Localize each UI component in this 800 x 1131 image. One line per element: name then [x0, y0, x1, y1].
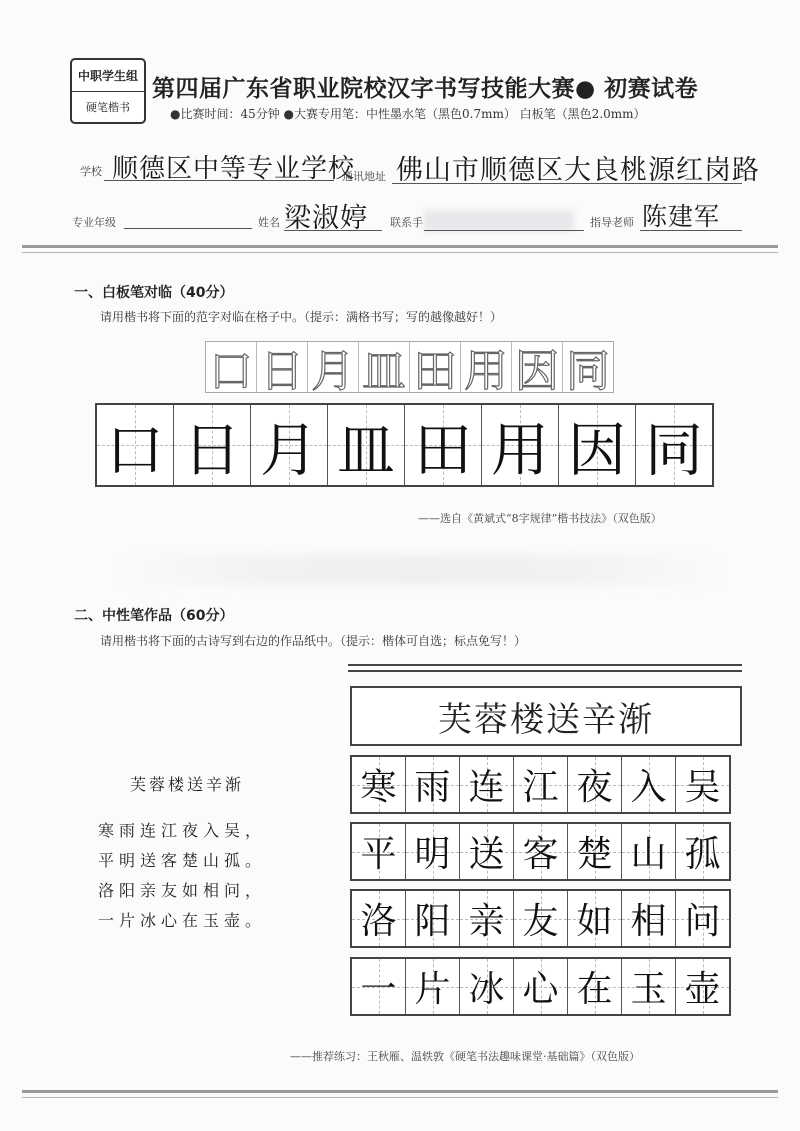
address-underline — [392, 183, 742, 184]
grid-cell — [676, 891, 729, 946]
written-char: 江 — [522, 767, 559, 808]
written-char: 口 — [105, 416, 164, 484]
written-char: 用 — [490, 416, 549, 484]
grid-cell — [460, 891, 514, 946]
model-char-row — [205, 341, 614, 397]
grid-cell — [328, 405, 405, 485]
poem-title: 芙蓉楼送辛渐 — [130, 775, 245, 794]
grid-cell — [460, 824, 514, 879]
written-char: 寒 — [360, 767, 397, 808]
contact-label: 联系手 — [390, 216, 423, 229]
address-value: 佛山市顺德区大良桃源红岗路 — [396, 155, 760, 186]
header-rule-thin — [22, 252, 778, 253]
written-char: 送 — [468, 834, 505, 875]
grid-cell — [406, 959, 460, 1014]
header-rule — [22, 245, 778, 248]
written-char: 日 — [182, 416, 241, 484]
written-char: 亲 — [468, 901, 505, 942]
grid-cell — [622, 824, 676, 879]
major-label: 专业年级 — [72, 216, 116, 229]
written-char: 连 — [468, 767, 505, 808]
section1-instruction: 请用楷书将下面的范字对临在格子中。（提示：满格书写；写的越像越好！） — [100, 310, 503, 324]
poem-grid-row-2 — [350, 822, 731, 881]
grid-cell — [352, 757, 406, 812]
written-char: 友 — [522, 901, 559, 942]
written-char: 片 — [414, 969, 451, 1010]
group-badge — [70, 58, 146, 124]
written-char: 一 — [360, 969, 397, 1010]
written-char: 吴 — [684, 767, 721, 808]
grid-cell — [405, 405, 482, 485]
written-char: 玉 — [630, 969, 667, 1010]
grid-cell — [622, 891, 676, 946]
poem-grid-row-3 — [350, 889, 731, 948]
grid-cell — [676, 824, 729, 879]
section2-instruction: 请用楷书将下面的古诗写到右边的作品纸中。（提示：楷体可自选；标点免写！） — [100, 634, 527, 648]
grid-cell — [460, 757, 514, 812]
paper-top-border — [348, 664, 742, 672]
grid-cell — [406, 757, 460, 812]
poem-line: 洛阳亲友如相问， — [98, 881, 267, 900]
footer-rule-thin — [22, 1097, 778, 1098]
major-underline — [124, 228, 252, 229]
grid-cell — [514, 891, 568, 946]
written-char: 客 — [522, 834, 559, 875]
grid-cell — [514, 824, 568, 879]
name-label: 姓名 — [258, 216, 280, 229]
model-char: 因 — [512, 342, 563, 392]
grid-cell — [636, 405, 712, 485]
grid-cell — [460, 959, 514, 1014]
written-char: 入 — [630, 767, 667, 808]
poem-line: 寒雨连江夜入吴， — [98, 821, 267, 840]
school-value: 顺德区中等专业学校 — [112, 154, 356, 184]
poem-line: 一片冰心在玉壶。 — [98, 911, 267, 930]
written-char: 心 — [522, 969, 559, 1010]
written-char: 同 — [644, 416, 703, 484]
written-char: 月 — [259, 416, 318, 484]
section1-source: ——选自《黄斌式“8字规律”楷书技法》（双色版） — [418, 512, 662, 525]
poem-grid-row-4 — [350, 957, 731, 1016]
written-char: 相 — [630, 901, 667, 942]
model-char: 皿 — [359, 342, 410, 392]
written-char: 冰 — [468, 969, 505, 1010]
bleed-through-shadow — [120, 555, 720, 585]
grid-cell — [352, 824, 406, 879]
written-char: 楚 — [576, 834, 613, 875]
written-char: 明 — [414, 834, 451, 875]
model-char: 同 — [566, 346, 610, 397]
grid-cell — [352, 959, 406, 1014]
model-char: 用 — [461, 342, 512, 392]
teacher-underline — [640, 230, 742, 231]
school-underline — [104, 180, 334, 181]
section2-title: 二、中性笔作品（60分） — [74, 608, 234, 624]
written-char: 田 — [413, 416, 472, 484]
school-label: 学校 — [80, 165, 102, 178]
grid-cell — [174, 405, 251, 485]
badge-group-label: 中职学生组 — [72, 60, 144, 92]
written-char: 在 — [576, 969, 613, 1010]
grid-cell — [482, 405, 559, 485]
grid-cell — [622, 757, 676, 812]
written-char: 山 — [630, 834, 667, 875]
grid-cell — [568, 824, 622, 879]
address-label: 通讯地址 — [342, 170, 386, 183]
grid-cell — [568, 757, 622, 812]
section2-source: ——推荐练习：王秋雁、温轶敦《硬笔书法趣味课堂·基础篇》（双色版） — [290, 1050, 640, 1063]
grid-cell — [676, 757, 729, 812]
written-title: 芙蓉楼送辛渐 — [438, 699, 654, 740]
contact-underline — [424, 230, 584, 231]
badge-style-label: 硬笔楷书 — [86, 100, 130, 114]
written-title-box — [350, 686, 742, 746]
model-char: 日 — [257, 342, 308, 392]
written-char: 洛 — [360, 901, 397, 942]
written-char: 阳 — [414, 901, 451, 942]
grid-cell — [514, 959, 568, 1014]
written-char: 孤 — [684, 834, 721, 875]
written-char: 壶 — [684, 969, 721, 1010]
exam-subtitle: ●比赛时间：45分钟 ●大赛专用笔：中性墨水笔（黑色0.7mm） 白板笔（黑色2.0mm） — [170, 107, 646, 121]
written-char: 夜 — [576, 767, 613, 808]
written-char: 平 — [360, 834, 397, 875]
grid-cell — [568, 891, 622, 946]
grid-cell — [352, 891, 406, 946]
written-char: 因 — [567, 416, 626, 484]
grid-cell — [97, 405, 174, 485]
written-char: 如 — [576, 901, 613, 942]
poem-line: 平明送客楚山孤。 — [98, 851, 267, 870]
practice-grid — [95, 403, 714, 487]
model-char: 月 — [308, 342, 359, 392]
redacted-phone — [424, 210, 574, 232]
model-char: 田 — [410, 342, 461, 392]
teacher-label: 指导老师 — [590, 216, 634, 229]
model-char: 口 — [206, 342, 257, 392]
name-underline — [284, 230, 382, 231]
exam-title: 第四届广东省职业院校汉字书写技能大赛● 初赛试卷 — [152, 76, 699, 102]
footer-rule — [22, 1090, 778, 1093]
grid-cell — [559, 405, 636, 485]
written-char: 皿 — [336, 416, 395, 484]
grid-cell — [568, 959, 622, 1014]
grid-cell — [251, 405, 328, 485]
grid-cell — [406, 824, 460, 879]
grid-cell — [676, 959, 729, 1014]
written-char: 问 — [684, 901, 721, 942]
grid-cell — [406, 891, 460, 946]
written-char: 雨 — [414, 767, 451, 808]
grid-cell — [622, 959, 676, 1014]
teacher-value: 陈建军 — [642, 202, 721, 231]
section1-title: 一、白板笔对临（40分） — [74, 285, 234, 301]
name-value: 梁淑婷 — [284, 203, 368, 234]
grid-cell — [514, 757, 568, 812]
poem-grid-row-1 — [350, 755, 731, 814]
